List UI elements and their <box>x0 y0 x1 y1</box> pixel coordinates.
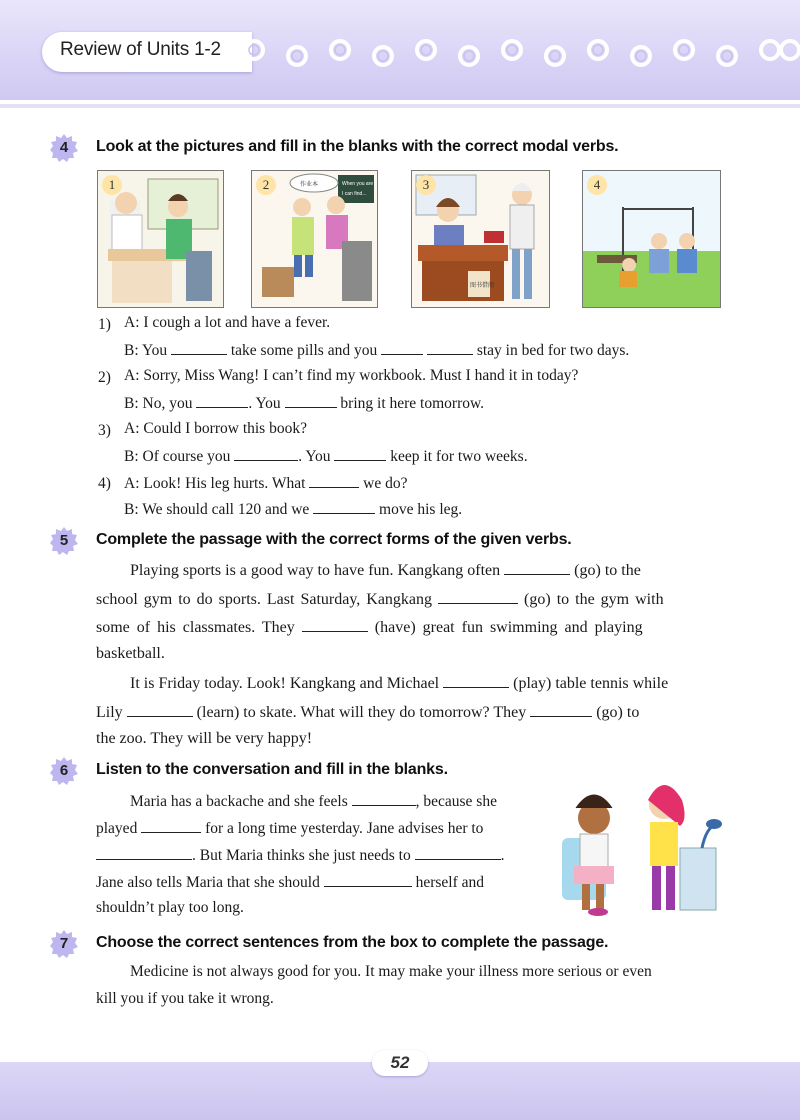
dialogue-line-a <box>124 314 330 332</box>
dialogue-line-a <box>124 367 578 385</box>
passage-text: Jane also tells Maria that she should <box>96 874 320 891</box>
passage-text: (go) to the gym with <box>524 591 664 608</box>
bubble-text-3: 作业本 <box>300 181 319 188</box>
passage-line <box>130 560 641 580</box>
answer-blank[interactable] <box>96 845 192 860</box>
decorative-rings <box>240 36 800 72</box>
answer-blank[interactable] <box>427 340 473 355</box>
item-number: 1) <box>98 316 111 333</box>
section-6-title: Listen to the conversation and fill in the blanks. <box>96 761 448 778</box>
section-5-title: Complete the passage with the correct forms of the given verbs. <box>96 531 572 548</box>
dialogue-text: B: You <box>124 342 168 359</box>
picture-4 <box>582 170 721 308</box>
answer-blank[interactable] <box>313 499 375 514</box>
answer-blank[interactable] <box>438 589 518 604</box>
dialogue-line-b <box>124 499 462 519</box>
passage-line <box>130 963 652 981</box>
dialogue-line-b <box>124 340 629 360</box>
unit-review-title: Review of Units 1-2 <box>60 39 221 60</box>
answer-blank[interactable] <box>352 791 416 806</box>
passage-text: Playing sports is a good way to have fun. Kangkang often <box>130 562 501 579</box>
dialogue-text: A: I cough a lot and have a fever. <box>124 314 331 331</box>
passage-text: It is Friday today. Look! Kangkang and Michael <box>130 675 440 692</box>
section-4-title: Look at the pictures and fill in the blanks with the correct modal verbs. <box>96 138 619 155</box>
passage-line <box>96 872 484 892</box>
passage-text: played <box>96 820 138 837</box>
passage-line <box>96 702 639 722</box>
section-4-number: 4 <box>59 139 69 156</box>
dialogue-text: bring it here tomorrow. <box>340 395 485 412</box>
passage-text: the zoo. They will be very happy! <box>96 730 313 747</box>
answer-blank[interactable] <box>324 872 412 887</box>
answer-blank[interactable] <box>302 617 368 632</box>
dialogue-text: take some pills and you <box>230 342 378 359</box>
dialogue-line-b <box>124 446 528 466</box>
passage-text: . <box>500 847 505 864</box>
desk-sign-text: 图书借阅 <box>470 282 495 289</box>
section-6-number: 6 <box>59 762 69 779</box>
passage-text: (have) great fun swimming and playing <box>374 619 643 636</box>
dialogue-text: A: Sorry, Miss Wang! I can’t find my workbook. Must I hand it in today? <box>124 367 579 384</box>
answer-blank[interactable] <box>127 702 193 717</box>
passage-line <box>130 673 668 693</box>
passage-line <box>96 730 312 748</box>
passage-text: Lily <box>96 704 123 721</box>
item-number: 3) <box>98 422 111 439</box>
bubble-text-1: When you are <box>342 181 374 187</box>
passage-text: (go) to the <box>574 562 641 579</box>
passage-line <box>96 899 244 917</box>
passage-text: some of his classmates. They <box>96 619 295 636</box>
dialogue-text: we do? <box>363 475 408 492</box>
picture-2-number: 2 <box>256 175 276 195</box>
dialogue-text: A: Look! His leg hurts. What <box>124 475 306 492</box>
passage-text: (learn) to skate. What will they do tomorrow? They <box>196 704 527 721</box>
picture-1-number: 1 <box>102 175 122 195</box>
bubble-text-2: I can find... <box>342 191 367 197</box>
section-7-number: 7 <box>59 935 69 952</box>
passage-text: (go) to <box>596 704 640 721</box>
section-7-title: Choose the correct sentences from the box to complete the passage. <box>96 934 609 951</box>
passage-text: Maria has a backache and she feels <box>130 793 348 810</box>
answer-blank[interactable] <box>504 560 570 575</box>
picture-3 <box>411 170 550 308</box>
header-divider <box>0 104 800 108</box>
answer-blank[interactable] <box>196 393 248 408</box>
item-number: 2) <box>98 369 111 386</box>
picture-3-number: 3 <box>416 175 436 195</box>
item-number: 4) <box>98 475 111 492</box>
answer-blank[interactable] <box>141 818 201 833</box>
answer-blank[interactable] <box>381 340 423 355</box>
passage-text: Medicine is not always good for you. It may make your illness more serious or even <box>130 963 652 980</box>
answer-blank[interactable] <box>530 702 592 717</box>
section-5-number: 5 <box>59 532 69 549</box>
answer-blank[interactable] <box>309 473 359 488</box>
answer-blank[interactable] <box>334 446 386 461</box>
passage-text: basketball. <box>96 645 165 662</box>
passage-line <box>96 617 643 637</box>
dialogue-text: keep it for two weeks. <box>390 448 528 465</box>
dialogue-text: A: Could I borrow this book? <box>124 420 307 437</box>
passage-text: school gym to do sports. Last Saturday, Kangkang <box>96 591 433 608</box>
answer-blank[interactable] <box>443 673 509 688</box>
dialogue-line-a <box>124 473 407 493</box>
passage-text: . But Maria thinks she just needs to <box>192 847 411 864</box>
passage-line <box>96 818 483 838</box>
dialogue-text: B: Of course you <box>124 448 231 465</box>
passage-text: kill you if you take it wrong. <box>96 990 274 1007</box>
passage-text: for a long time yesterday. Jane advises her to <box>205 820 484 837</box>
passage-line <box>96 589 664 609</box>
passage-line <box>130 791 497 811</box>
answer-blank[interactable] <box>234 446 298 461</box>
dialogue-text: . You <box>298 448 331 465</box>
passage-text: (play) table tennis while <box>513 675 669 692</box>
passage-text: herself and <box>415 874 485 891</box>
dialogue-text: B: We should call 120 and we <box>124 501 310 518</box>
picture-2 <box>251 170 378 308</box>
answer-blank[interactable] <box>415 845 501 860</box>
dialogue-text: stay in bed for two days. <box>476 342 630 359</box>
dialogue-line-a <box>124 420 307 438</box>
passage-line <box>96 990 274 1008</box>
dialogue-text: . You <box>248 395 281 412</box>
two-girls-illustration <box>552 778 722 920</box>
answer-blank[interactable] <box>171 340 227 355</box>
page-number: 52 <box>372 1050 428 1076</box>
dialogue-text: B: No, you <box>124 395 193 412</box>
passage-line <box>96 845 504 865</box>
picture-4-number: 4 <box>587 175 607 195</box>
dialogue-text: move his leg. <box>379 501 463 518</box>
passage-text: shouldn’t play too long. <box>96 899 244 916</box>
picture-1 <box>97 170 224 308</box>
dialogue-line-b <box>124 393 484 413</box>
passage-line <box>96 645 165 663</box>
passage-text: , because she <box>415 793 497 810</box>
answer-blank[interactable] <box>285 393 337 408</box>
